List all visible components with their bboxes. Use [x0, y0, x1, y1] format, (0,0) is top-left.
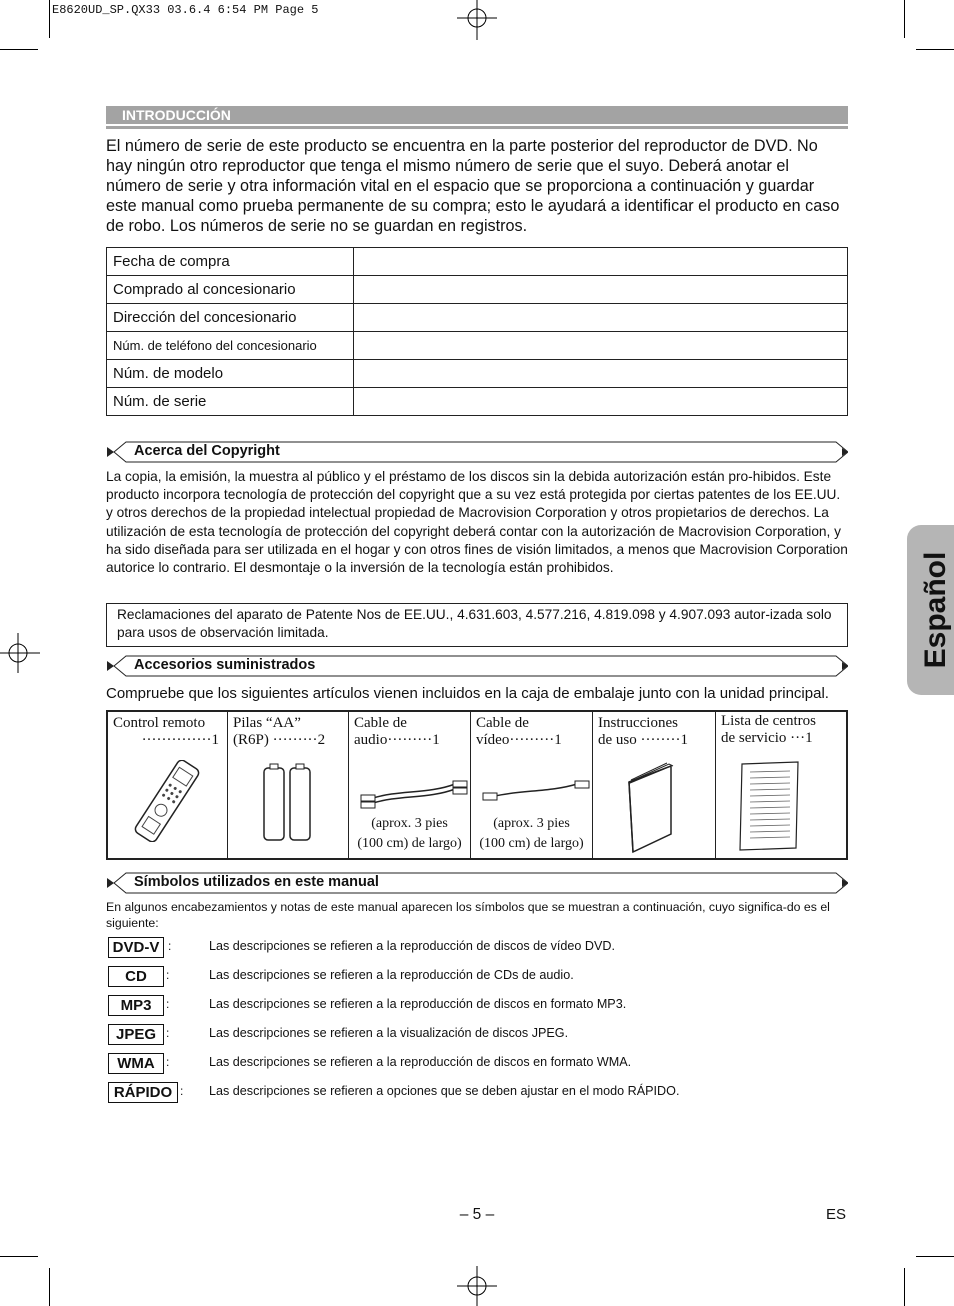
symbols-intro: En algunos encabezamientos y notas de este manual aparecen los símbolos que se muestran a continuación, cuyo significa-do es el siguiente: — [106, 900, 830, 930]
registration-mark-icon — [457, 1266, 497, 1306]
table-row — [107, 248, 848, 276]
crop-mark — [916, 1256, 954, 1257]
record-entry-field — [354, 248, 848, 276]
patent-note: Reclamaciones del aparato de Patente Nos de EE.UU., 4.631.603, 4.577.216, 4.819.098 y 4.907.093 autor-izada solo para usos de observación limitada. — [106, 603, 848, 647]
accessory-note: (aprox. 3 pies — [493, 816, 570, 831]
accessory-qty: 2 — [317, 732, 326, 748]
accessories-heading-box — [106, 655, 848, 677]
accessory-qty: 1 — [432, 732, 440, 748]
video-cable-icon — [481, 774, 591, 810]
record-entry-field — [354, 388, 848, 416]
section-title: INTRODUCCIÓN — [122, 107, 231, 123]
accessories-intro: Compruebe que los siguientes artículos vienen incluidos en la caja de embalaje junto con la unidad principal. — [106, 685, 829, 702]
symbol-description: Las descripciones se refieren a la reproducción de discos en formato WMA. — [209, 1055, 632, 1069]
print-slug: E8620UD_SP.QX33 03.6.4 6:54 PM Page 5 — [52, 3, 319, 17]
accessory-name: Cable de — [354, 715, 407, 731]
record-label: Dirección del concesionario — [107, 304, 354, 332]
accessory-name-line2: de servicio — [721, 730, 787, 746]
intro-paragraph: El número de serie de este producto se encuentra en la parte posterior del reproductor de DVD. No hay ningún otro reproductor que tenga el mismo número de serie que el suyo. Deberá anotar el número de serie y otra información vital en el espacio que se proporciona a continuación y guardar este manual como prueba permanente de su compra; esto le ayudará a identificar el producto en caso de robo. Los números de serie no se guardan en registros. — [106, 137, 840, 235]
symbol-description: Las descripciones se refieren a la reproducción de discos de vídeo DVD. — [209, 939, 616, 953]
remote-control-icon — [122, 760, 212, 842]
copyright-heading: Acerca del Copyright — [134, 443, 280, 459]
language-side-tab — [907, 525, 954, 695]
symbols-heading-box — [106, 872, 848, 894]
accessory-name: Control remoto — [113, 715, 206, 731]
crop-mark — [904, 0, 905, 38]
record-entry-field — [354, 360, 848, 388]
record-entry-field — [354, 332, 848, 360]
language-tab-label: Español — [919, 551, 952, 669]
registration-mark-icon — [457, 0, 497, 40]
purchase-record-table — [106, 247, 848, 416]
manual-booklet-icon — [623, 760, 683, 856]
table-row — [107, 360, 848, 388]
accessory-note: (100 cm) de largo) — [479, 836, 584, 851]
accessory-qty: 1 — [805, 730, 813, 746]
accessory-note: (aprox. 3 pies — [371, 816, 448, 831]
section-header — [106, 106, 848, 124]
registration-mark-icon — [0, 633, 40, 673]
mp3-badge: MP3 — [108, 995, 164, 1016]
table-row — [107, 332, 848, 360]
battery-icon — [262, 762, 314, 842]
symbols-heading: Símbolos utilizados en este manual — [134, 874, 379, 890]
accessories-table — [106, 710, 848, 860]
accessory-audio-cable: Cable de audio·········1 (aprox. 3 pies (100 cm) de largo) — [349, 712, 471, 858]
accessory-name: Lista de centros — [721, 713, 816, 729]
crop-mark — [916, 49, 954, 50]
accessory-name-line2: audio — [354, 732, 388, 748]
record-label: Fecha de compra — [107, 248, 354, 276]
crop-mark — [0, 49, 38, 50]
record-label: Núm. de teléfono del concesionario — [107, 332, 354, 360]
accessory-qty: 1 — [211, 732, 219, 748]
table-row — [107, 276, 848, 304]
crop-mark — [49, 1268, 50, 1306]
symbol-description: Las descripciones se refieren a la visualización de discos JPEG. — [209, 1026, 569, 1040]
page-number: – 5 – — [459, 1206, 495, 1223]
accessory-service-list: Lista de centros de servicio ···1 — [716, 712, 846, 858]
dvd-v-badge: DVD-V — [108, 937, 164, 958]
accessory-remote: Control remoto ··············1 — [108, 712, 228, 858]
accessory-name-line2: de uso — [598, 732, 637, 748]
copyright-paragraph: La copia, la emisión, la muestra al público y el préstamo de los discos sin la debida autorización están pro-hibidos. Este producto incorpora tecnología de protección del copyright que a su vez está protegida por ciertas patentes de los EE.UU. y otros derechos de la propiedad intelectual propiedad de Macrovision Corporation y otros propietarios de derechos. La utilización de esta tecnología de protección del copyright deberá contar con la autorización de Macrovision Corporation, y ha sido diseñada para ser utilizada en el hogar y con otros fines de visión limitados, a menos que Macrovision Corporation autorice lo contrario. El desmontaje o la inversión de la tecnología están prohibidos. — [106, 469, 848, 576]
crop-mark — [0, 1256, 38, 1257]
wma-badge: WMA — [108, 1053, 164, 1074]
record-label: Núm. de serie — [107, 388, 354, 416]
section-underline — [106, 126, 848, 129]
accessory-name-line2: (R6P) — [233, 732, 269, 748]
copyright-heading-box — [106, 441, 848, 463]
accessory-batteries: Pilas “AA” (R6P) ·········2 — [228, 712, 349, 858]
audio-cable-icon — [359, 774, 469, 814]
accessory-note: (100 cm) de largo) — [357, 836, 462, 851]
record-label: Comprado al concesionario — [107, 276, 354, 304]
accessory-video-cable: Cable de vídeo·········1 (aprox. 3 pies (100 cm) de largo) — [471, 712, 593, 858]
accessory-qty: 1 — [554, 732, 562, 748]
accessory-manual: Instrucciones de uso ········1 — [593, 712, 716, 858]
symbol-description: Las descripciones se refieren a la reproducción de CDs de audio. — [209, 968, 574, 982]
accessory-name: Pilas “AA” — [233, 715, 301, 731]
service-list-sheet-icon — [738, 760, 802, 852]
table-row — [107, 388, 848, 416]
cd-badge: CD — [108, 966, 164, 987]
table-row — [107, 304, 848, 332]
accessory-name: Instrucciones — [598, 715, 678, 731]
crop-mark — [49, 0, 50, 38]
rapido-badge: RÁPIDO — [108, 1082, 178, 1103]
jpeg-badge: JPEG — [108, 1024, 164, 1045]
accessory-name: Cable de — [476, 715, 529, 731]
symbol-description: Las descripciones se refieren a la reproducción de discos en formato MP3. — [209, 997, 627, 1011]
accessory-name-line2: vídeo — [476, 732, 510, 748]
crop-mark — [904, 1268, 905, 1306]
symbol-description: Las descripciones se refieren a opciones que se deben ajustar en el modo RÁPIDO. — [209, 1084, 680, 1098]
record-entry-field — [354, 276, 848, 304]
language-code: ES — [826, 1206, 847, 1223]
record-entry-field — [354, 304, 848, 332]
accessory-qty: 1 — [680, 732, 688, 748]
record-label: Núm. de modelo — [107, 360, 354, 388]
accessories-heading: Accesorios suministrados — [134, 657, 316, 673]
